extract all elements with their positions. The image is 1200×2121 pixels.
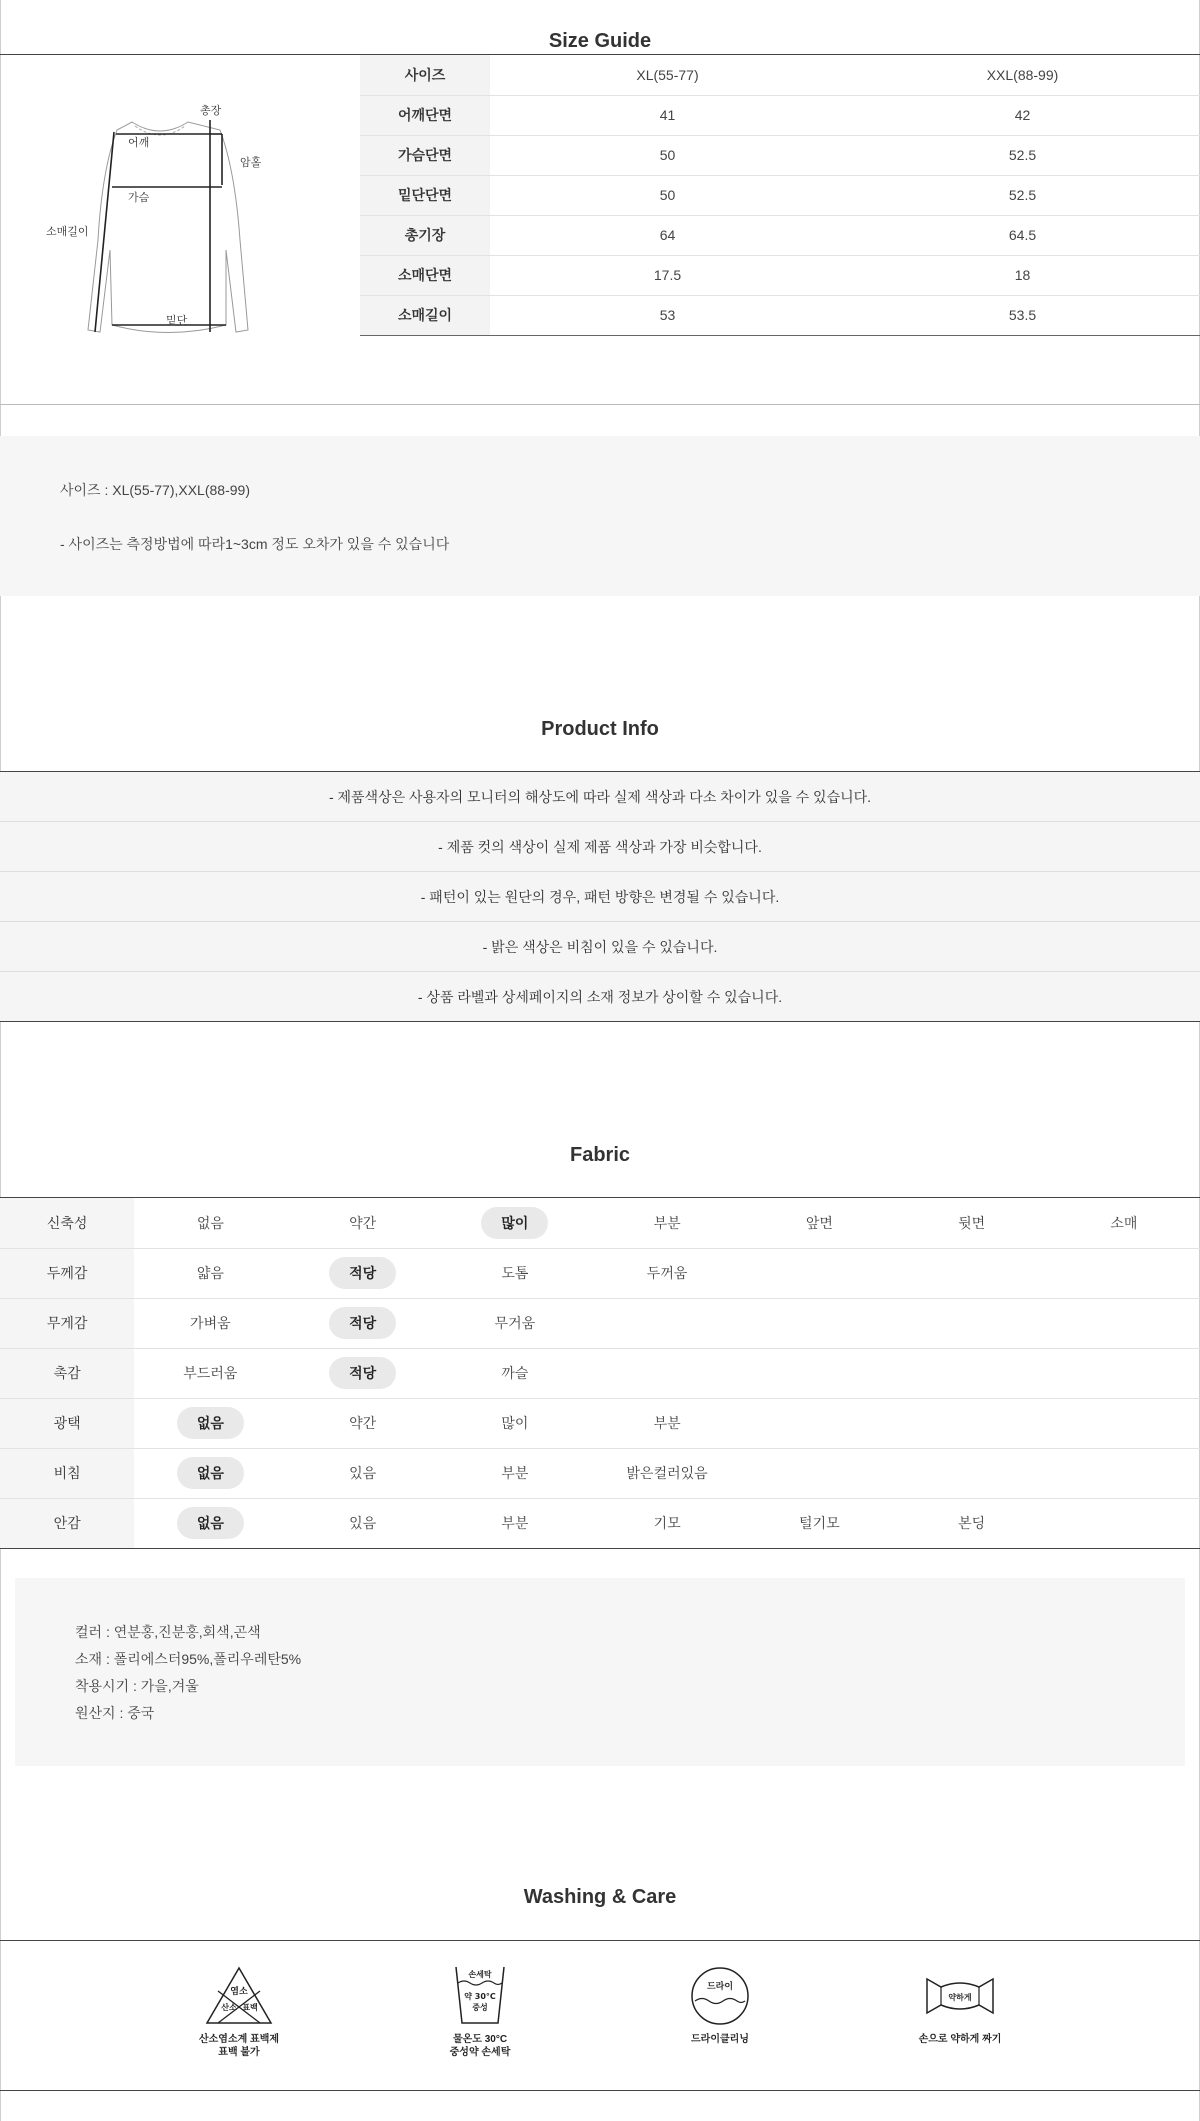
fabric-option-cell	[591, 1348, 743, 1398]
size-value-xl: 50	[490, 175, 845, 215]
size-value-xl: 41	[490, 95, 845, 135]
fabric-option: 부드러움	[183, 1365, 238, 1381]
diagram-label-hem: 밑단	[166, 314, 188, 327]
fabric-row	[0, 1498, 1200, 1548]
fabric-option: 약간	[349, 1214, 377, 1231]
size-header-label: 사이즈	[360, 55, 490, 95]
fabric-option-selected: 없음	[177, 1407, 244, 1439]
fabric-option-cell	[134, 1498, 286, 1548]
fabric-option-cell	[286, 1448, 438, 1498]
fabric-option-selected: 없음	[177, 1507, 244, 1539]
washing-bottom-rule	[0, 2090, 1200, 2091]
fabric-option-cell	[439, 1348, 591, 1398]
fabric-option-cell	[286, 1248, 438, 1298]
fabric-option-cell	[286, 1198, 438, 1248]
fabric-option-cell	[591, 1198, 743, 1248]
fabric-option-cell	[134, 1248, 286, 1298]
fabric-option-cell	[1048, 1248, 1200, 1298]
care-label-line: 중성약 손세탁	[449, 2047, 511, 2058]
hand-wash-inner-text: 약 30°C	[464, 1992, 496, 2001]
product-info-item: - 패턴이 있는 원단의 경우, 패턴 방향은 변경될 수 있습니다.	[0, 872, 1200, 922]
size-table-row	[360, 215, 1200, 255]
size-value-xl: 17.5	[490, 255, 845, 295]
fabric-option: 약간	[349, 1415, 377, 1431]
diagram-label-armhole: 암홀	[240, 156, 262, 169]
diagram-label-total-length: 총장	[200, 104, 222, 117]
fabric-option-cell	[439, 1398, 591, 1448]
washing-top-rule	[0, 1940, 1200, 1941]
no-bleach-inner-text: 표백	[242, 2003, 258, 2012]
fabric-option: 두꺼움	[646, 1265, 688, 1281]
size-row-label: 소매길이	[360, 295, 490, 335]
fabric-option-cell	[895, 1348, 1047, 1398]
fabric-row	[0, 1298, 1200, 1348]
care-label	[890, 2033, 1030, 2046]
fabric-option-cell	[895, 1448, 1047, 1498]
spec-line-origin: 원산지 : 중국	[75, 1705, 155, 1721]
fabric-option-cell	[743, 1298, 895, 1348]
size-table	[360, 55, 1200, 336]
fabric-option-cell	[439, 1498, 591, 1548]
spec-line-season: 착용시기 : 가을,겨울	[75, 1678, 199, 1694]
fabric-option: 본딩	[958, 1515, 986, 1531]
product-info-item: - 상품 라벨과 상세페이지의 소재 정보가 상이할 수 있습니다.	[0, 972, 1200, 1022]
product-info-title: Product Info	[541, 718, 659, 740]
fabric-option-cell	[743, 1348, 895, 1398]
fabric-option-cell	[743, 1448, 895, 1498]
fabric-option-cell	[134, 1298, 286, 1348]
fabric-option-cell	[743, 1198, 895, 1248]
fabric-option-cell	[286, 1348, 438, 1398]
size-note-line: - 사이즈는 측정방법에 따라1~3cm 정도 오차가 있을 수 있습니다	[60, 536, 450, 552]
fabric-option-selected: 많이	[481, 1207, 548, 1239]
fabric-option-cell	[591, 1498, 743, 1548]
fabric-option: 부분	[501, 1515, 529, 1531]
fabric-option-cell	[286, 1498, 438, 1548]
no-bleach-triangle-icon	[204, 1965, 274, 2027]
fabric-option: 많이	[501, 1415, 529, 1431]
dry-clean-inner-text: 드라이	[706, 1982, 734, 1992]
spec-line-color: 컬러 : 연분홍,진분홍,회색,곤색	[75, 1624, 261, 1640]
size-table-header-row	[360, 55, 1200, 95]
size-guide-title: Size Guide	[548, 30, 652, 52]
fabric-row-label: 촉감	[0, 1348, 134, 1398]
fabric-option-cell	[743, 1498, 895, 1548]
care-label-line: 표백 불가	[218, 2047, 260, 2058]
fabric-row-label: 두께감	[0, 1248, 134, 1298]
size-note-box	[0, 436, 1200, 596]
washing-title: Washing & Care	[523, 1886, 677, 1908]
fabric-option-cell	[134, 1398, 286, 1448]
fabric-row-label: 광택	[0, 1398, 134, 1448]
fabric-option-cell	[1048, 1348, 1200, 1398]
fabric-option-cell	[591, 1448, 743, 1498]
fabric-option-cell	[895, 1198, 1047, 1248]
diagram-label-sleeve-length: 소매길이	[46, 225, 89, 238]
fabric-option-selected: 적당	[329, 1257, 396, 1289]
hand-wash-tub-icon	[450, 1965, 510, 2027]
fabric-option-selected: 적당	[329, 1307, 396, 1339]
fabric-option-cell	[134, 1198, 286, 1248]
fabric-table	[0, 1198, 1200, 1549]
product-info-item: - 밝은 색상은 비침이 있을 수 있습니다.	[0, 922, 1200, 972]
fabric-row-label: 무게감	[0, 1298, 134, 1348]
fabric-option-selected: 적당	[329, 1357, 396, 1389]
dry-clean-circle-icon	[689, 1965, 751, 2027]
care-label	[169, 2033, 309, 2059]
size-value-xxl: 18	[845, 255, 1200, 295]
fabric-option-cell	[895, 1298, 1047, 1348]
care-label-line: 드라이클리닝	[691, 2034, 749, 2045]
fabric-row	[0, 1198, 1200, 1248]
size-row-label: 어깨단면	[360, 95, 490, 135]
fabric-option-cell	[591, 1298, 743, 1348]
fabric-option: 부분	[653, 1415, 681, 1431]
fabric-option: 가벼움	[190, 1315, 231, 1331]
fabric-option-cell	[1048, 1298, 1200, 1348]
fabric-option: 무거움	[494, 1315, 536, 1331]
fabric-option: 있음	[349, 1515, 377, 1531]
size-table-row	[360, 95, 1200, 135]
fabric-option-cell	[743, 1248, 895, 1298]
fabric-option: 부분	[501, 1465, 529, 1481]
gentle-wring-inner-text: 약하게	[948, 1993, 972, 2002]
fabric-option: 있음	[349, 1465, 377, 1481]
size-value-xxl: 52.5	[845, 135, 1200, 175]
fabric-row	[0, 1348, 1200, 1398]
fabric-option-cell	[439, 1298, 591, 1348]
size-header-xl: XL(55-77)	[490, 55, 845, 95]
fabric-option-cell	[895, 1498, 1047, 1548]
product-info-list	[0, 772, 1200, 1022]
fabric-option-cell	[895, 1398, 1047, 1448]
size-guide-bottom-rule	[0, 404, 1200, 405]
size-table-row	[360, 255, 1200, 295]
size-value-xxl: 52.5	[845, 175, 1200, 215]
hand-wash-inner-text: 손세탁	[468, 1970, 492, 1979]
fabric-option: 뒷면	[958, 1214, 986, 1231]
fabric-option-cell	[743, 1398, 895, 1448]
size-table-row	[360, 295, 1200, 335]
size-value-xl: 50	[490, 135, 845, 175]
fabric-option: 없음	[196, 1214, 224, 1231]
care-label-line: 산소염소계 표백제	[198, 2034, 280, 2045]
product-info-item: - 제품 컷의 색상이 실제 제품 색상과 가장 비슷합니다.	[0, 822, 1200, 872]
fabric-option-cell	[895, 1248, 1047, 1298]
care-label-line: 손으로 약하게 짜기	[918, 2034, 1002, 2045]
care-label-line: 물온도 30°C	[452, 2034, 508, 2045]
care-item-hand-wash	[410, 1965, 550, 2059]
size-table-row	[360, 175, 1200, 215]
no-bleach-inner-text: 염소	[230, 1987, 248, 1997]
size-value-xxl: 42	[845, 95, 1200, 135]
fabric-option-cell	[439, 1448, 591, 1498]
size-row-label: 가슴단면	[360, 135, 490, 175]
fabric-row-label: 안감	[0, 1498, 134, 1548]
fabric-row	[0, 1248, 1200, 1298]
product-info-item: - 제품색상은 사용자의 모니터의 해상도에 따라 실제 색상과 다소 차이가 있을 수 있습니다.	[0, 772, 1200, 822]
fabric-title: Fabric	[569, 1144, 631, 1166]
size-value-xl: 64	[490, 215, 845, 255]
size-header-xxl: XXL(88-99)	[845, 55, 1200, 95]
fabric-option: 얇음	[196, 1265, 224, 1281]
fabric-option-cell	[591, 1248, 743, 1298]
fabric-option: 앞면	[805, 1214, 833, 1231]
fabric-option-cell	[286, 1298, 438, 1348]
fabric-option-cell	[1048, 1448, 1200, 1498]
spec-line-material: 소재 : 폴리에스터95%,폴리우레탄5%	[75, 1651, 302, 1667]
fabric-option: 소매	[1110, 1214, 1138, 1231]
diagram-label-shoulder: 어깨	[128, 136, 150, 149]
fabric-row-label: 신축성	[0, 1198, 134, 1248]
fabric-spec-box	[15, 1578, 1185, 1766]
care-item-dry-clean	[650, 1965, 790, 2046]
care-label	[650, 2033, 790, 2046]
care-label	[410, 2033, 550, 2059]
size-table-row	[360, 135, 1200, 175]
fabric-option-cell	[439, 1248, 591, 1298]
size-note-line: 사이즈 : XL(55-77),XXL(88-99)	[60, 482, 250, 498]
care-item-no-bleach	[169, 1965, 309, 2059]
fabric-option: 기모	[653, 1515, 681, 1531]
no-bleach-inner-text: 산소	[221, 2003, 237, 2012]
fabric-option: 까슬	[501, 1365, 529, 1381]
fabric-option-cell	[134, 1348, 286, 1398]
size-value-xxl: 64.5	[845, 215, 1200, 255]
fabric-row	[0, 1398, 1200, 1448]
fabric-option-cell	[134, 1448, 286, 1498]
fabric-option: 털기모	[799, 1515, 840, 1531]
hand-wash-inner-text: 중성	[472, 2003, 488, 2012]
size-value-xxl: 53.5	[845, 295, 1200, 335]
fabric-option-cell	[591, 1398, 743, 1448]
fabric-option-cell	[1048, 1398, 1200, 1448]
fabric-option-cell	[1048, 1498, 1200, 1548]
fabric-option-selected: 없음	[177, 1457, 244, 1489]
fabric-option-cell	[439, 1198, 591, 1248]
fabric-option: 밝은컬러있음	[626, 1465, 708, 1481]
size-row-label: 총기장	[360, 215, 490, 255]
garment-diagram	[40, 100, 300, 360]
size-row-label: 소매단면	[360, 255, 490, 295]
diagram-label-chest: 가슴	[128, 191, 150, 204]
size-row-label: 밑단단면	[360, 175, 490, 215]
fabric-row-label: 비침	[0, 1448, 134, 1498]
fabric-row	[0, 1448, 1200, 1498]
care-item-gentle-wring	[890, 1965, 1030, 2046]
fabric-option: 부분	[653, 1214, 681, 1231]
fabric-option-cell	[1048, 1198, 1200, 1248]
gentle-wring-icon	[923, 1965, 997, 2027]
fabric-option: 도톰	[501, 1265, 529, 1281]
fabric-option-cell	[286, 1398, 438, 1448]
size-value-xl: 53	[490, 295, 845, 335]
